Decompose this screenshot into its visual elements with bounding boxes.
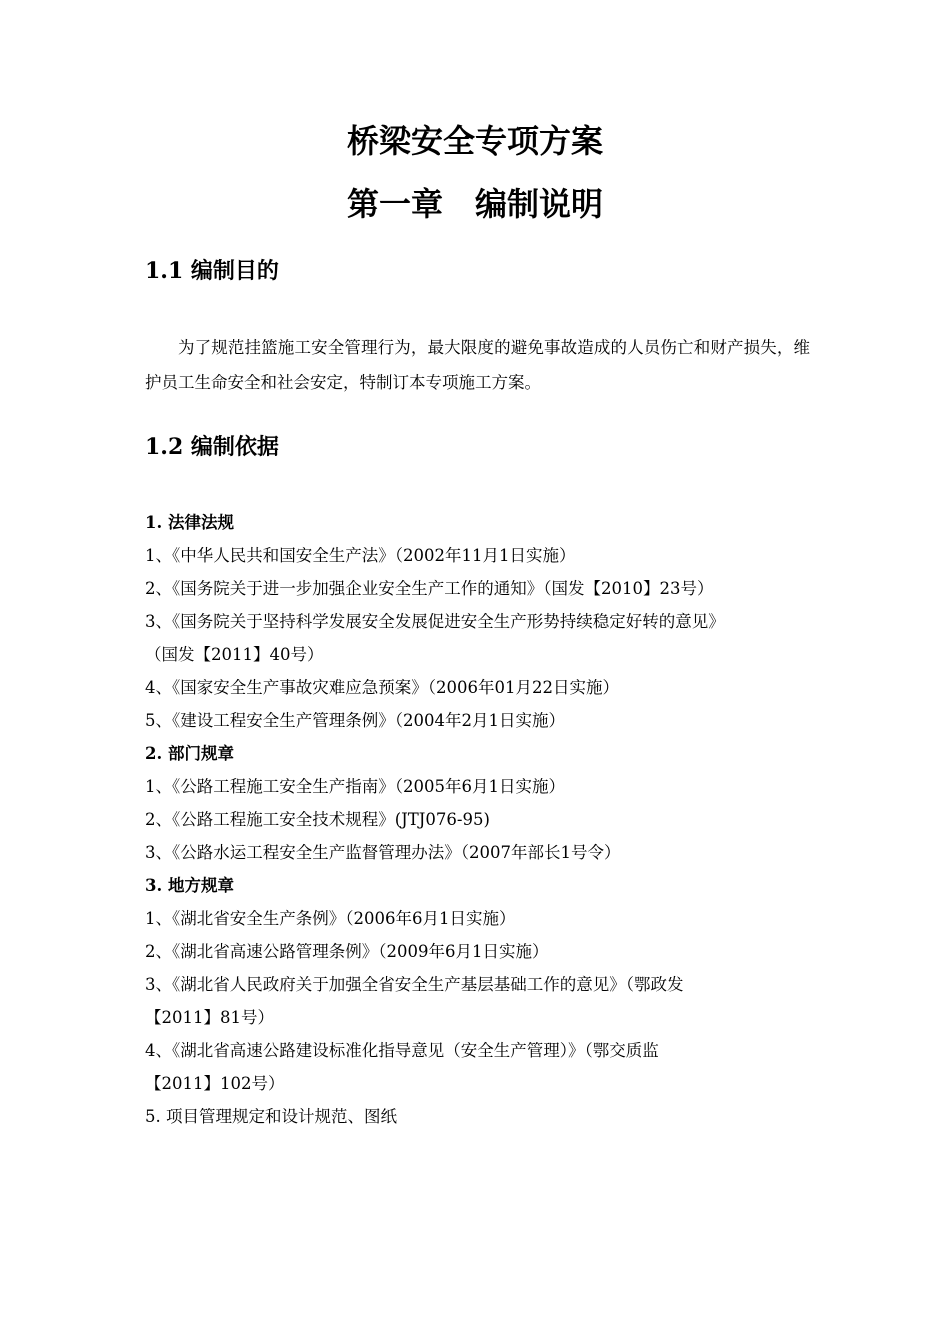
purpose-paragraph: 为了规范挂篮施工安全管理行为，最大限度的避免事故造成的人员伤亡和财产损失，维护员工生命安全和社会安定，特制订本专项施工方案。 [145, 338, 810, 392]
list-item: 1、《中华人民共和国安全生产法》（2002年11月1日实施） [145, 546, 576, 565]
list-item: 5. 项目管理规定和设计规范、图纸 [145, 1107, 397, 1126]
list-item: 1、《公路工程施工安全生产指南》（2005年6月1日实施） [145, 777, 565, 796]
list-item: 4、《湖北省高速公路建设标准化指导意见（安全生产管理）》（鄂交质监 [145, 1041, 659, 1060]
list-item: 【2011】102号） [145, 1074, 285, 1093]
subheading-laws: 1. 法律法规 [145, 513, 234, 532]
list-item: 4、《国家安全生产事故灾难应急预案》（2006年01月22日实施） [145, 678, 619, 697]
list-item: 2、《国务院关于进一步加强企业安全生产工作的通知》（国发【2010】23号） [145, 579, 714, 598]
chapter-title: 第一章 编制说明 [346, 185, 603, 223]
section-heading-basis: 1.2 编制依据 [145, 434, 279, 460]
list-item: 3、《公路水运工程安全生产监督管理办法》（2007年部长1号令） [145, 843, 621, 862]
list-item: 3、《湖北省人民政府关于加强全省安全生产基层基础工作的意见》（鄂政发 [145, 975, 684, 994]
subheading-local-rules: 3. 地方规章 [145, 876, 234, 895]
list-item: 【2011】81号） [145, 1008, 274, 1027]
list-item: 3、《国务院关于坚持科学发展安全发展促进安全生产形势持续稳定好转的意见》 [145, 612, 725, 631]
document-title: 桥梁安全专项方案 [346, 122, 603, 160]
list-item: 2、《湖北省高速公路管理条例》（2009年6月1日实施） [145, 942, 549, 961]
list-item: 2、《公路工程施工安全技术规程》(JTJ076-95) [145, 810, 490, 829]
section-heading-purpose: 1.1 编制目的 [145, 258, 279, 284]
list-item: 5、《建设工程安全生产管理条例》（2004年2月1日实施） [145, 711, 565, 730]
list-item: （国发【2011】40号） [145, 645, 324, 664]
subheading-department-rules: 2. 部门规章 [145, 744, 234, 763]
basis-list [145, 506, 815, 1133]
list-item: 1、《湖北省安全生产条例》（2006年6月1日实施） [145, 909, 516, 928]
